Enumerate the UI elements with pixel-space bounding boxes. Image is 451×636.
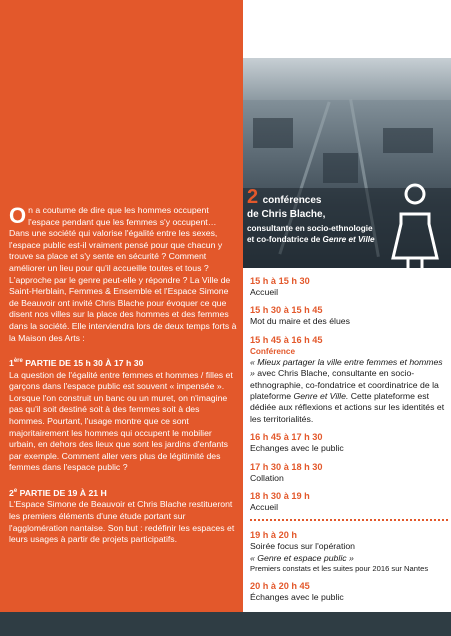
schedule-slot xyxy=(250,431,448,454)
part-two-heading: PARTIE DE 19 À 21 H xyxy=(17,487,107,498)
slot-time: 15 h à 15 h 30 xyxy=(250,276,310,286)
slot-label: Échanges avec le public xyxy=(250,592,344,603)
schedule-column xyxy=(243,0,451,636)
schedule-slot xyxy=(250,461,448,484)
conference-word: conférences xyxy=(262,195,322,206)
operation-title: « Genre et espace public » xyxy=(250,552,354,563)
slot-label: Mot du maire et des élues xyxy=(250,316,350,327)
photo-block xyxy=(323,153,358,183)
slot-time: 18 h 30 à 19 h xyxy=(250,491,310,502)
photo-block xyxy=(253,118,293,148)
intro-content xyxy=(9,205,237,546)
schedule-slot xyxy=(250,490,448,513)
part-two-text: L'Espace Simone de Beauvoir et Chris Blache restitueront les premiers éléments d'une étude portant sur l'agglomération nantaise. Son but : redéfinir les espaces et leurs usages à partir de projets participatifs. xyxy=(9,499,235,545)
slot-time: 19 h à 20 h xyxy=(250,530,297,541)
part-one xyxy=(9,356,237,474)
schedule-slot xyxy=(250,334,448,425)
slot-time: 20 h à 20 h 45 xyxy=(250,581,310,592)
intro-paragraph xyxy=(9,205,237,344)
part-two-number: 2 xyxy=(9,487,14,498)
part-one-title xyxy=(9,356,237,369)
talk-desc: avec Chris Blache, consultante en socio-ethnographie, co-fondatrice et coordinatrice de la plateforme xyxy=(250,368,439,402)
slot-label: Collation xyxy=(250,472,284,483)
speaker-desc-line1: consultante en socio-ethnologie xyxy=(247,224,373,233)
drop-cap: O xyxy=(9,203,27,228)
slot-label-em xyxy=(250,553,448,564)
part-two xyxy=(9,486,237,546)
speaker-desc-line2: et co-fondatrice de xyxy=(247,235,323,244)
intro-text: n a coutume de dire que les hommes occupent l'espace pendant que les femmes s'y occupent… Dans une société qui valorise l'égalité entre les sexes, l'espace public est-il vraiment pensé pour que chacun y trouve sa place et s'y sente en sécurité ? Comment améliorer un lieu pour qu'il accueille toutes et tous ? L'approche par le genre peut-elle y répondre ? La Ville de Saint-Herblain, Femmes & Ensemble et l'Espace Simone de Beauvoir ont invité Chris Blache pour évoquer ce que disent nos villes sur la place des hommes et des femmes dans la société. Elle interviendra lors de deux temps forts à la Maison des Arts : xyxy=(9,205,237,343)
person-icon xyxy=(391,180,439,268)
conference-title xyxy=(247,186,397,245)
conference-count: 2 xyxy=(247,186,259,208)
part-one-heading: PARTIE DE 15 h 30 À 17 h 30 xyxy=(22,358,144,369)
talk-org: Genre et Ville. xyxy=(293,391,349,402)
talk-desc-tail: Cette plateforme est dédiée aux réflexions et actions sur les identités et les territorialités. xyxy=(250,391,445,424)
part-one-number: 1 xyxy=(9,358,14,369)
talk-title: « Mieux partager la ville entre femmes et hommes » xyxy=(250,356,443,379)
schedule-slot xyxy=(250,580,448,603)
schedule-slot xyxy=(250,304,448,327)
slot-time: 15 h 30 à 15 h 45 xyxy=(250,305,323,316)
schedule xyxy=(250,275,448,610)
part-two-sup: e xyxy=(13,487,18,494)
schedule-divider xyxy=(250,519,448,521)
slot-time: 17 h 30 à 18 h 30 xyxy=(250,461,323,472)
slot-label: Accueil xyxy=(250,287,279,297)
slot-sub: Conférence xyxy=(250,346,296,356)
schedule-slot xyxy=(250,275,448,298)
slot-label: Accueil xyxy=(250,502,279,513)
part-one-text: La question de l'égalité entre femmes et hommes / filles et garçons dans l'espace public est souvent « impensée ». Lorsque l'on construit un banc ou un muret, on n'imagine pas qu'il soit destiné soit à des femmes soit à des hommes. Pourtant, l'usage montre que ce sont majoritairement les hommes qui occupent le mobilier urbain, en dehors des lieux que sont les jardins d'enfants par exemple. Comment aller vers plus de légitimité des femmes dans l'espace public ? xyxy=(9,369,233,473)
part-one-sup: ère xyxy=(13,358,23,365)
footer-bar xyxy=(0,612,451,636)
speaker-org: Genre et Ville xyxy=(322,235,375,244)
schedule-slot xyxy=(250,529,448,574)
photo-block xyxy=(383,128,433,153)
photo-sky xyxy=(243,58,451,100)
speaker-desc xyxy=(247,223,397,245)
part-two-title xyxy=(9,486,237,499)
speaker-name: de Chris Blache, xyxy=(247,209,326,220)
slot-time: 16 h 45 à 17 h 30 xyxy=(250,432,323,443)
city-photo xyxy=(243,58,451,268)
slot-note: Premiers constats et les suites pour 2016 sur Nantes xyxy=(250,564,429,574)
slot-label xyxy=(250,357,448,425)
slot-label: Echanges avec le public xyxy=(250,443,344,454)
slot-label: Soirée focus sur l'opération xyxy=(250,541,356,552)
slot-time: 15 h 45 à 16 h 45 xyxy=(250,334,323,345)
